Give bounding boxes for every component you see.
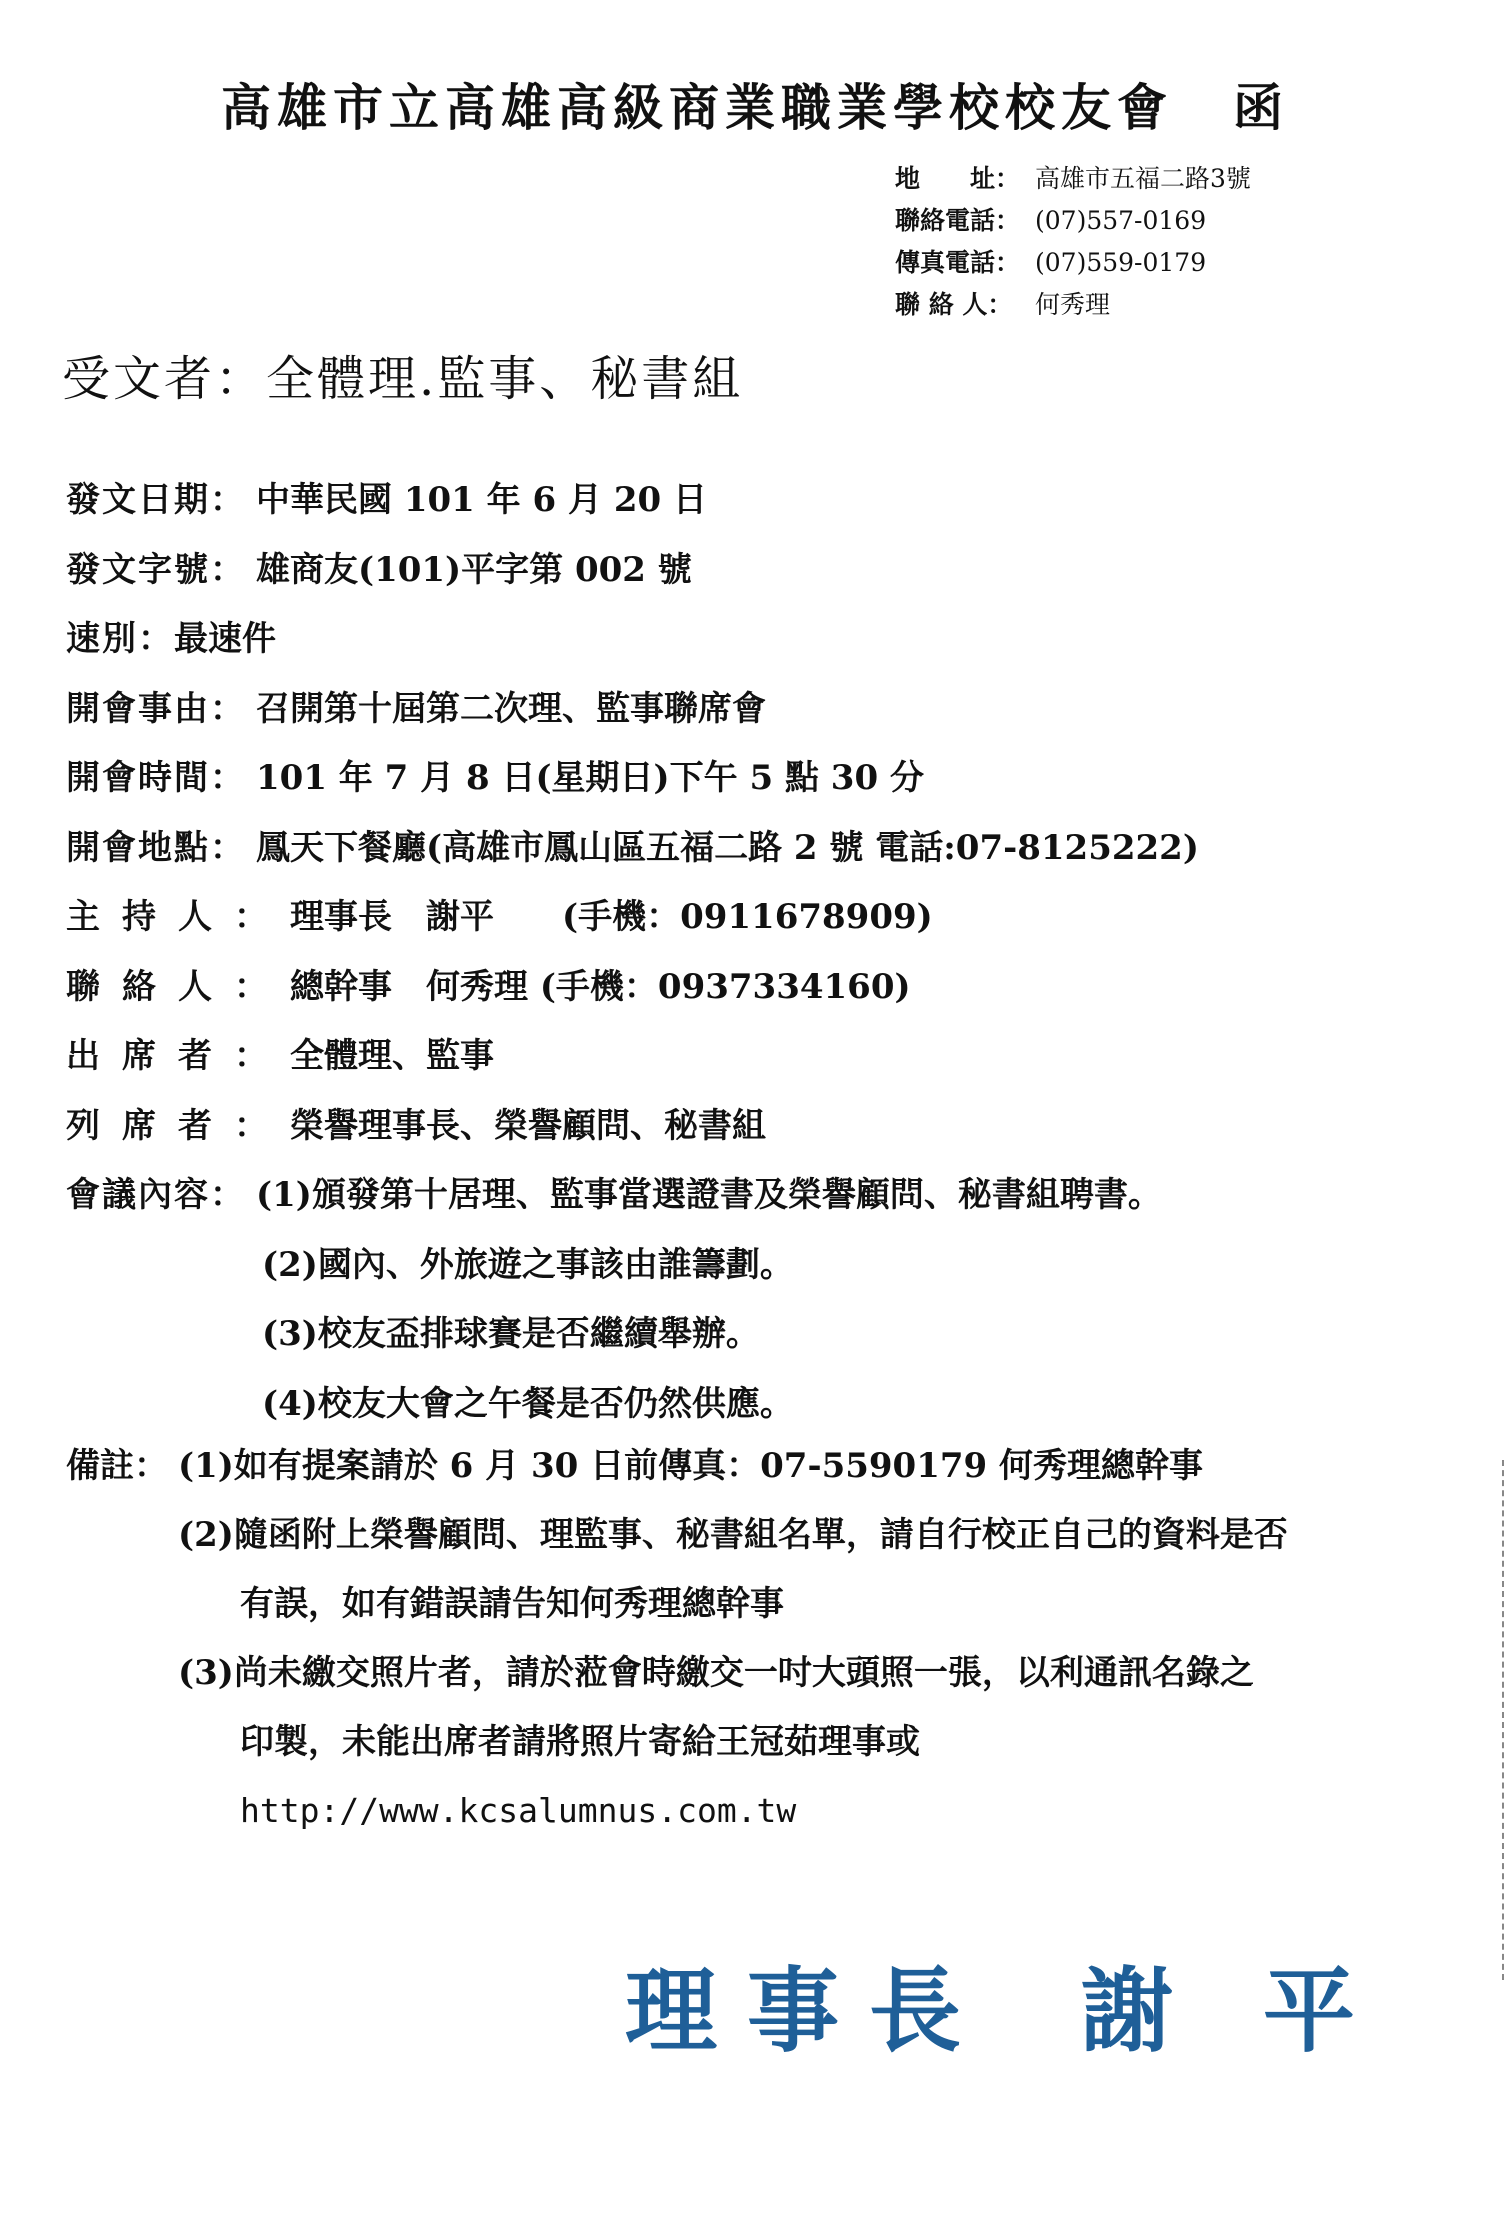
agenda-item-4: (4)校友大會之午餐是否仍然供應。: [262, 1383, 794, 1424]
doc-number-value: 雄商友(101)平字第 002 號: [256, 549, 692, 590]
note-item-2: (2)隨函附上榮譽顧問、理監事、秘書組名單，請自行校正自己的資料是否: [178, 1515, 1288, 1555]
field-priority: [66, 609, 1199, 679]
signature-name: 謝平: [1081, 1957, 1446, 2065]
priority-value: 最速件: [174, 619, 276, 659]
website-url[interactable]: http://www.kcsalumnus.com.tw: [240, 1791, 797, 1830]
field-doc-number: [66, 540, 1199, 610]
agenda-item-2: (2)國內、外旅遊之事該由誰籌劃。: [262, 1244, 794, 1285]
sender-address-label: 地 址：: [895, 164, 1021, 193]
attendees-value: 全體理、監事: [290, 1036, 494, 1076]
attendees-label: 出席者：: [66, 1036, 290, 1076]
sender-fax-row: [895, 242, 1251, 284]
meeting-place-label: 開會地點：: [66, 827, 246, 868]
signature-stamp: [625, 1938, 1445, 2070]
sender-phone-row: [895, 200, 1251, 242]
sender-contact-label: 聯 絡 人：: [895, 290, 1013, 319]
meeting-time-label: 開會時間：: [66, 758, 246, 798]
field-issue-date: [66, 470, 1199, 540]
note-1-text: (1)如有提案請於 6 月 30 日前傳真：07-5590179 何秀理總幹事: [178, 1446, 1204, 1486]
observers-value: 榮譽理事長、榮譽顧問、秘書組: [290, 1105, 766, 1146]
note-item-2-cont: 有誤，如有錯誤請告知何秀理總幹事: [240, 1584, 784, 1624]
note-item-3: (3)尚未繳交照片者，請於蒞會時繳交一吋大頭照一張，以利通訊名錄之: [178, 1653, 1254, 1693]
sender-info: [895, 158, 1251, 326]
issue-date-value: 中華民國 101 年 6 月 20 日: [256, 480, 707, 520]
observers-label: 列席者：: [66, 1105, 290, 1146]
meeting-place-value: 鳳天下餐廳(高雄市鳳山區五福二路 2 號 電話:07-8125222): [256, 827, 1199, 868]
signature-title: 理事長: [625, 1957, 992, 2065]
priority-label: 速別：: [66, 619, 174, 659]
chair-label: 主持人：: [66, 897, 290, 937]
sender-fax: (07)559-0179: [1035, 248, 1207, 277]
org-name: 高雄市立高雄高級商業職業學校校友會: [221, 78, 1173, 137]
recipient-line: 受文者：全體理.監事、秘書組: [62, 351, 744, 407]
meeting-reason-value: 召開第十屆第二次理、監事聯席會: [256, 688, 766, 729]
sender-address: 高雄市五福二路3號: [1035, 164, 1251, 193]
note-item-3-cont: 印製，未能出席者請將照片寄給王冠茹理事或: [240, 1722, 920, 1762]
issue-date-label: 發文日期：: [66, 480, 246, 520]
sender-contact-row: [895, 284, 1251, 326]
sender-contact: 何秀理: [1035, 290, 1111, 319]
field-meeting-reason: [66, 679, 1199, 749]
notes-section: [66, 1436, 1288, 1850]
agenda-item-1: (1)頒發第十居理、監事當選證書及榮譽顧問、秘書組聘書。: [256, 1175, 1162, 1215]
sender-address-row: [895, 158, 1251, 200]
sender-phone: (07)557-0169: [1035, 206, 1207, 235]
agenda-label: 會議內容：: [66, 1175, 246, 1215]
meeting-reason-label: 開會事由：: [66, 688, 246, 729]
letter-title: [0, 68, 1510, 140]
meeting-time-value: 101 年 7 月 8 日(星期日)下午 5 點 30 分: [256, 758, 924, 798]
chair-value: 理事長 謝平 (手機：0911678909): [290, 897, 933, 937]
field-attendees: [66, 1026, 1199, 1096]
field-chair: [66, 887, 1199, 957]
letter-fields: [66, 470, 1199, 1443]
sender-fax-label: 傳真電話：: [895, 248, 1021, 277]
contact-label: 聯絡人：: [66, 966, 290, 1007]
note-item-1: [66, 1436, 1288, 1505]
doc-type: 函: [1233, 78, 1289, 137]
doc-number-label: 發文字號：: [66, 549, 246, 590]
agenda-item-3: (3)校友盃排球賽是否繼續舉辦。: [262, 1314, 760, 1354]
notes-label: 備註：: [66, 1446, 168, 1486]
sender-phone-label: 聯絡電話：: [895, 206, 1021, 235]
website-url-line: [66, 1781, 1288, 1850]
field-meeting-place: [66, 818, 1199, 888]
field-agenda: [66, 1165, 1199, 1235]
field-meeting-time: [66, 748, 1199, 818]
scan-edge-marks: [1496, 1460, 1504, 1980]
field-observers: [66, 1096, 1199, 1166]
contact-value: 總幹事 何秀理 (手機：0937334160): [290, 966, 911, 1007]
field-contact: [66, 957, 1199, 1027]
